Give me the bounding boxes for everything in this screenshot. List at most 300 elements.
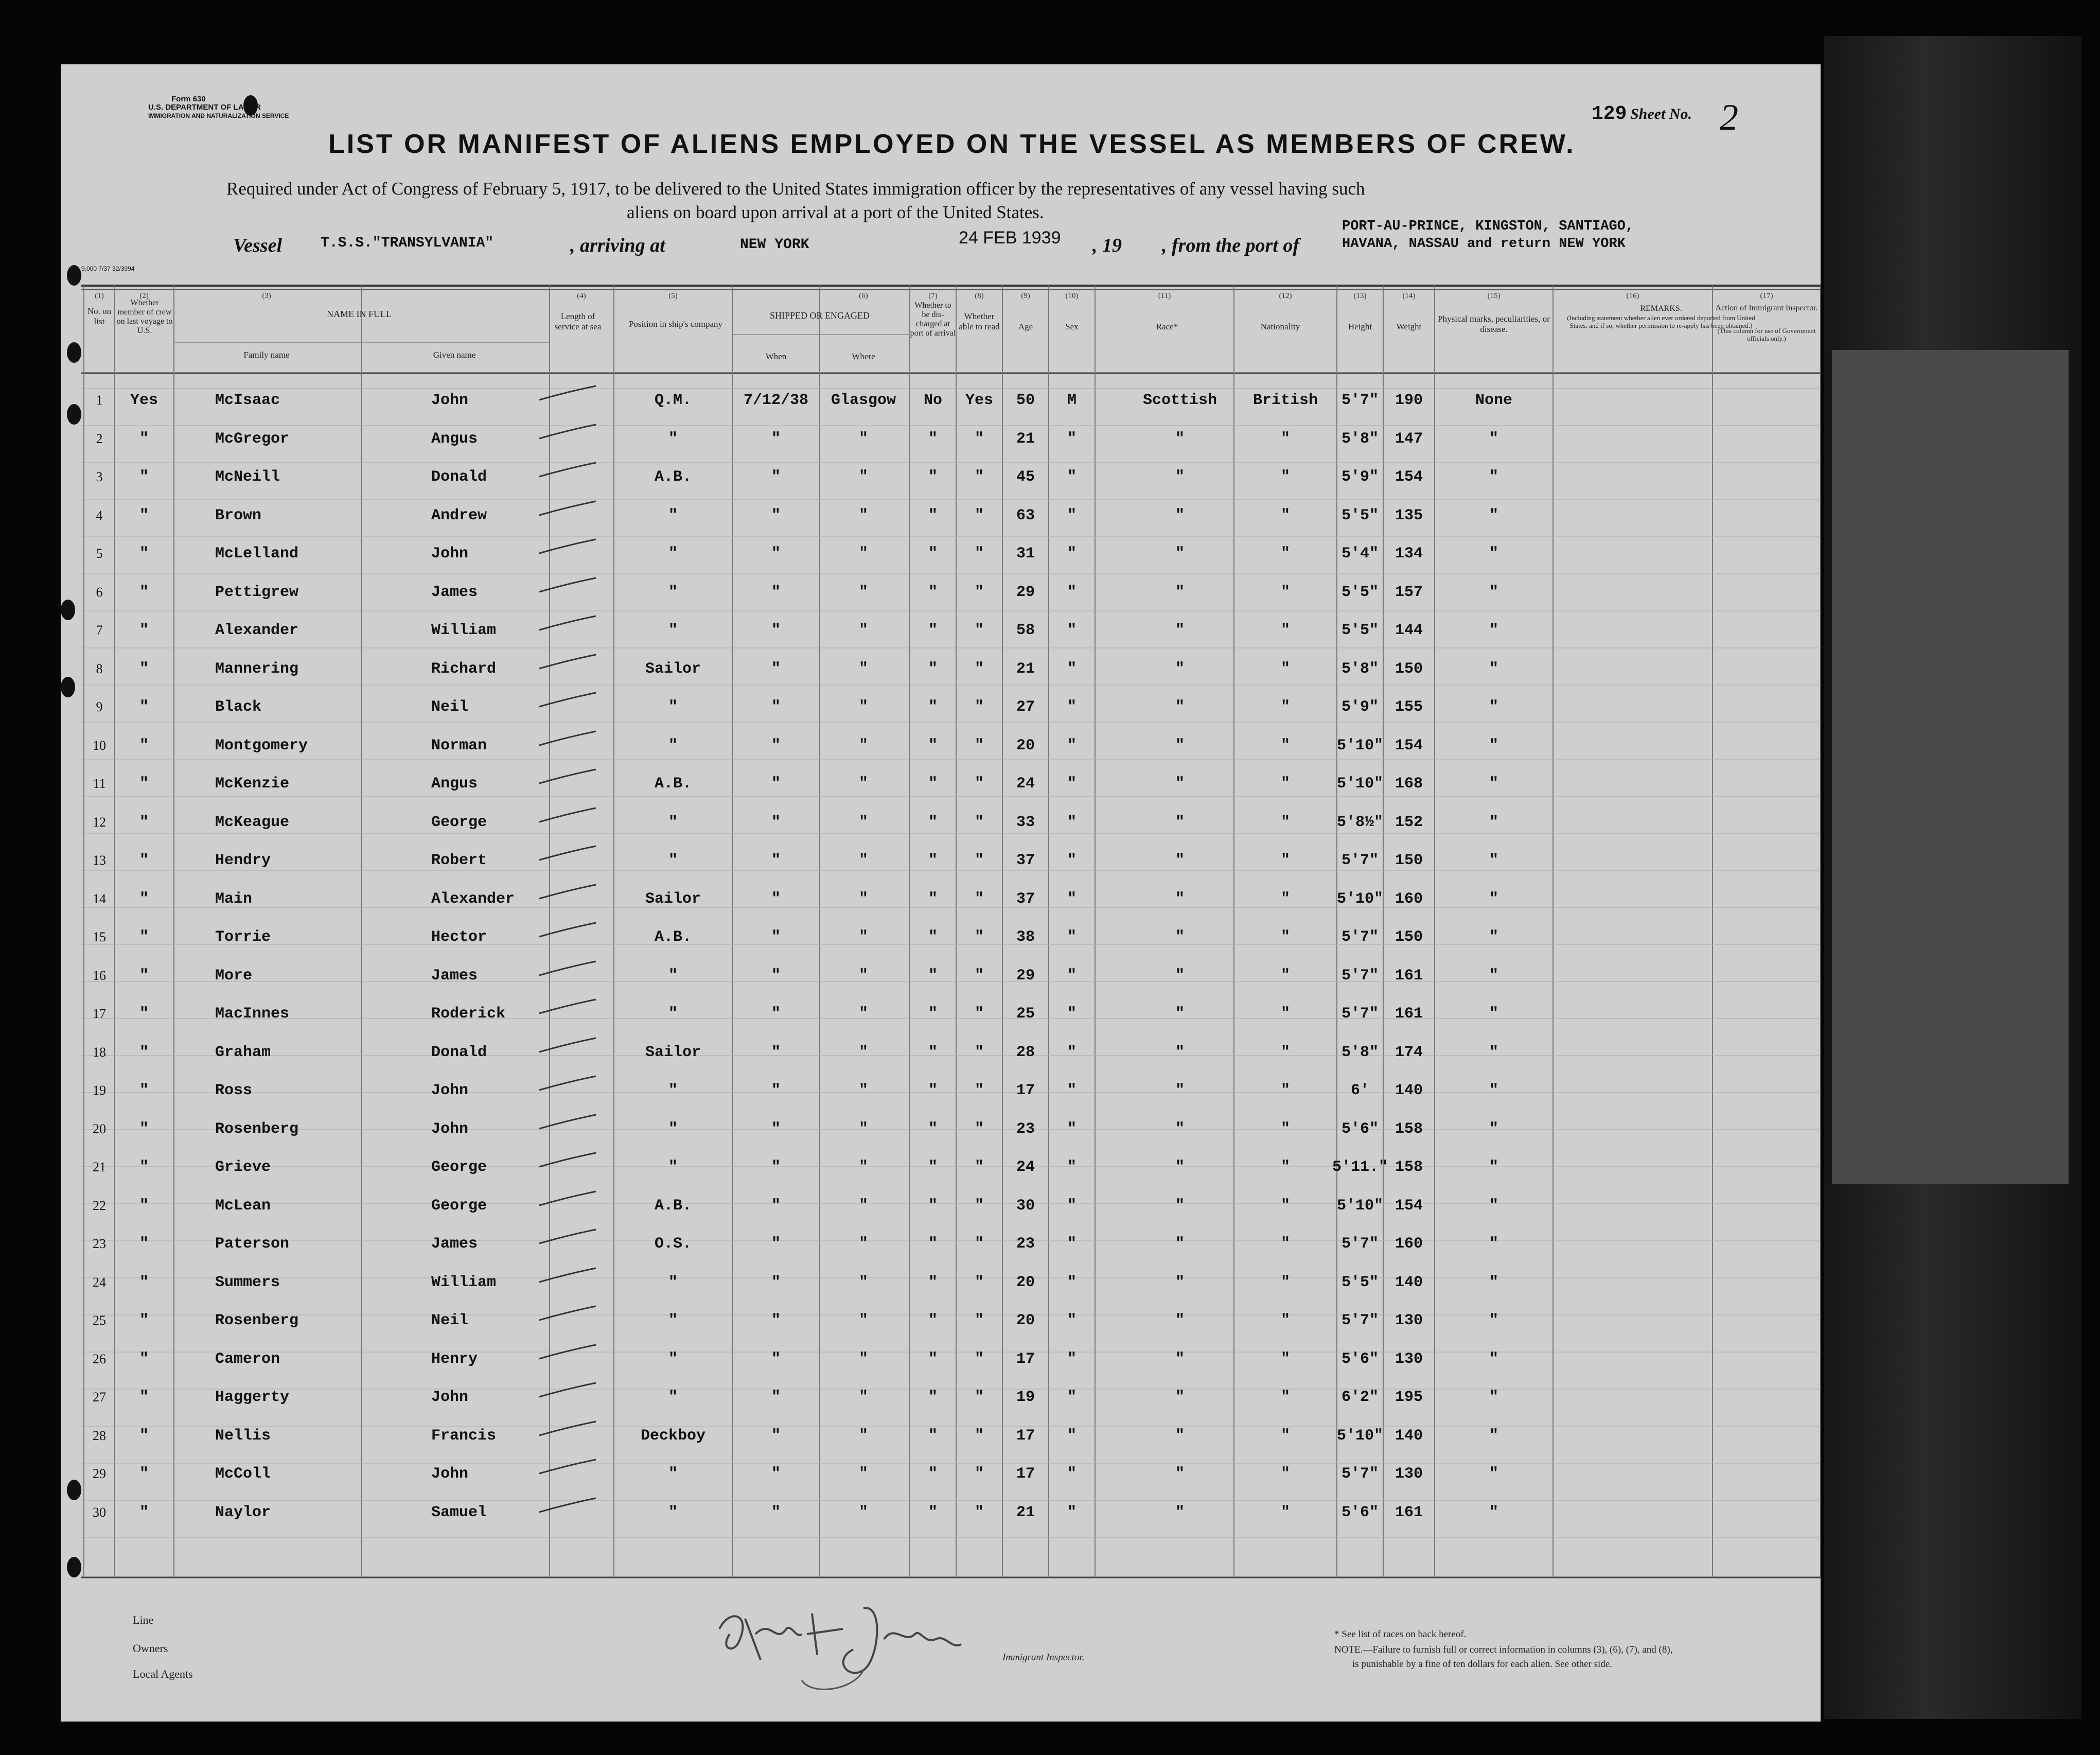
header-able-read: Whether able to read xyxy=(959,311,1000,331)
sex-cell: " xyxy=(1067,1350,1077,1368)
able-to-read-cell: " xyxy=(974,1005,984,1023)
header-shipped-engaged: SHIPPED OR ENGAGED xyxy=(769,310,870,321)
physical-marks-cell: " xyxy=(1489,890,1498,908)
shipped-when-cell: " xyxy=(771,1197,781,1215)
header-remarks: REMARKS. xyxy=(1640,304,1682,313)
given-name-cell: William xyxy=(431,622,497,639)
row-number: 13 xyxy=(93,853,106,868)
punch-hole xyxy=(67,342,81,363)
family-name-cell: Paterson xyxy=(215,1235,290,1253)
able-to-read-cell: " xyxy=(974,775,984,793)
row-number: 2 xyxy=(96,431,103,446)
able-to-read-cell: Yes xyxy=(965,392,993,409)
shipped-when-cell: " xyxy=(771,928,781,946)
row-number: 9 xyxy=(96,699,103,714)
member-last-voyage-cell: " xyxy=(139,1235,149,1253)
given-name-cell: James xyxy=(431,583,478,601)
family-name-cell: Montgomery xyxy=(215,736,308,754)
row-number: 17 xyxy=(93,1006,106,1021)
row-number: 4 xyxy=(96,507,103,523)
sex-cell: " xyxy=(1067,852,1077,869)
column-number: (16) xyxy=(1626,292,1639,300)
table-row xyxy=(61,1044,1821,1081)
age-cell: 21 xyxy=(1016,660,1035,678)
header-sex: Sex xyxy=(1065,322,1079,331)
physical-marks-cell: " xyxy=(1489,1350,1498,1368)
position-cell: " xyxy=(668,1120,678,1138)
given-name-cell: James xyxy=(431,967,478,985)
header-position: Position in ship's company xyxy=(628,319,723,329)
position-cell: A.B. xyxy=(654,1197,692,1215)
member-last-voyage-cell: " xyxy=(139,468,149,486)
nationality-cell: " xyxy=(1280,1465,1290,1483)
physical-marks-cell: " xyxy=(1489,1389,1498,1406)
check-mark xyxy=(537,1497,598,1514)
discharged-cell: " xyxy=(928,890,938,908)
nationality-cell: " xyxy=(1280,852,1290,869)
header-name-in-full: NAME IN FULL xyxy=(327,309,392,319)
row-number: 27 xyxy=(93,1390,106,1405)
sheet-number: 2 xyxy=(1720,97,1738,138)
shipped-where-cell: " xyxy=(858,1427,868,1445)
physical-marks-cell: " xyxy=(1489,583,1498,601)
able-to-read-cell: " xyxy=(974,1120,984,1138)
family-name-cell: Grieve xyxy=(215,1159,271,1176)
from-port-line2: HAVANA, NASSAU and return NEW YORK xyxy=(1342,236,1626,252)
shipped-when-cell: " xyxy=(771,852,781,869)
nationality-cell: " xyxy=(1280,660,1290,678)
height-cell: 5'5" xyxy=(1341,506,1379,524)
height-cell: 5'10" xyxy=(1336,736,1383,754)
age-cell: 20 xyxy=(1016,1312,1035,1329)
shipped-where-cell: " xyxy=(858,1159,868,1176)
weight-cell: 140 xyxy=(1395,1082,1423,1099)
height-cell: 5'7" xyxy=(1341,1235,1379,1253)
shipped-when-cell: 7/12/38 xyxy=(743,392,809,409)
check-mark xyxy=(537,1458,598,1476)
form-number: Form 630 U.S. DEPARTMENT OF LABOR IMMIGRATION AND NATURALIZATION SERVICE xyxy=(148,95,289,119)
given-name-cell: John xyxy=(431,392,469,409)
shipped-when-cell: " xyxy=(771,1159,781,1176)
family-name-cell: McLelland xyxy=(215,545,299,563)
member-last-voyage-cell: " xyxy=(139,928,149,946)
table-row xyxy=(61,468,1821,505)
member-last-voyage-cell: " xyxy=(139,813,149,831)
discharged-cell: " xyxy=(928,1120,938,1138)
able-to-read-cell: " xyxy=(974,1312,984,1329)
row-number: 22 xyxy=(93,1198,106,1213)
check-mark xyxy=(537,538,598,555)
family-name-cell: Brown xyxy=(215,506,262,524)
table-row xyxy=(61,737,1821,774)
physical-marks-cell: " xyxy=(1489,852,1498,869)
discharged-cell: " xyxy=(928,1043,938,1061)
age-cell: 58 xyxy=(1016,622,1035,639)
position-cell: " xyxy=(668,1273,678,1291)
shipped-where-cell: " xyxy=(858,1235,868,1253)
table-row xyxy=(61,967,1821,1004)
check-mark xyxy=(537,576,598,594)
arriving-label: , arriving at xyxy=(570,235,665,256)
race-cell: " xyxy=(1175,1465,1185,1483)
age-cell: 50 xyxy=(1016,392,1035,409)
nationality-cell: " xyxy=(1280,1312,1290,1329)
column-number: (3) xyxy=(262,292,271,300)
weight-cell: 150 xyxy=(1395,660,1423,678)
check-mark xyxy=(537,998,598,1015)
able-to-read-cell: " xyxy=(974,928,984,946)
nationality-cell: " xyxy=(1280,1235,1290,1253)
weight-cell: 190 xyxy=(1395,392,1423,409)
race-cell: " xyxy=(1175,1159,1185,1176)
row-number: 28 xyxy=(93,1428,106,1443)
table-row xyxy=(61,1235,1821,1272)
punch-hole xyxy=(67,1557,81,1577)
height-cell: 5'10" xyxy=(1336,1427,1383,1445)
physical-marks-cell: " xyxy=(1489,1465,1498,1483)
member-last-voyage-cell: Yes xyxy=(130,392,158,409)
physical-marks-cell: " xyxy=(1489,545,1498,563)
member-last-voyage-cell: " xyxy=(139,1389,149,1406)
discharged-cell: " xyxy=(928,1350,938,1368)
able-to-read-cell: " xyxy=(974,1235,984,1253)
member-last-voyage-cell: " xyxy=(139,1427,149,1445)
position-cell: " xyxy=(668,1350,678,1368)
weight-cell: 161 xyxy=(1395,1005,1423,1023)
punch-hole xyxy=(67,265,81,286)
discharged-cell: " xyxy=(928,1427,938,1445)
table-row xyxy=(61,852,1821,889)
weight-cell: 135 xyxy=(1395,506,1423,524)
able-to-read-cell: " xyxy=(974,736,984,754)
given-name-cell: Roderick xyxy=(431,1005,506,1023)
family-name-cell: Mannering xyxy=(215,660,299,678)
race-cell: " xyxy=(1175,1235,1185,1253)
table-row xyxy=(61,1427,1821,1464)
given-name-cell: Donald xyxy=(431,468,487,486)
given-name-cell: Angus xyxy=(431,430,478,448)
age-cell: 17 xyxy=(1016,1427,1035,1445)
discharged-cell: No xyxy=(923,392,942,409)
member-last-voyage-cell: " xyxy=(139,1465,149,1483)
given-name-cell: Neil xyxy=(431,1312,469,1329)
scan-background-block xyxy=(1832,350,2069,1184)
column-number: (7) xyxy=(928,292,938,300)
column-number: (6) xyxy=(859,292,868,300)
vessel-name: T.S.S."TRANSYLVANIA" xyxy=(321,235,494,251)
table-row xyxy=(61,698,1821,735)
given-name-cell: Andrew xyxy=(431,506,487,524)
column-number: (10) xyxy=(1065,292,1079,300)
family-name-cell: Rosenberg xyxy=(215,1120,299,1138)
member-last-voyage-cell: " xyxy=(139,890,149,908)
column-number: (15) xyxy=(1487,292,1501,300)
row-number: 12 xyxy=(93,814,106,830)
sex-cell: " xyxy=(1067,1082,1077,1099)
sex-cell: " xyxy=(1067,430,1077,448)
sex-cell: " xyxy=(1067,1197,1077,1215)
header-where: Where xyxy=(852,352,875,361)
row-number: 8 xyxy=(96,661,103,676)
member-last-voyage-cell: " xyxy=(139,1273,149,1291)
age-cell: 21 xyxy=(1016,430,1035,448)
row-number: 25 xyxy=(93,1313,106,1328)
check-mark xyxy=(537,423,598,441)
weight-cell: 150 xyxy=(1395,928,1423,946)
column-number: (2) xyxy=(139,292,149,300)
weight-cell: 160 xyxy=(1395,890,1423,908)
row-number: 29 xyxy=(93,1466,106,1481)
able-to-read-cell: " xyxy=(974,1273,984,1291)
age-cell: 24 xyxy=(1016,1159,1035,1176)
discharged-cell: " xyxy=(928,852,938,869)
given-name-cell: John xyxy=(431,1465,469,1483)
shipped-where-cell: " xyxy=(858,1312,868,1329)
given-name-cell: Richard xyxy=(431,660,497,678)
member-last-voyage-cell: " xyxy=(139,1043,149,1061)
physical-marks-cell: " xyxy=(1489,1082,1498,1099)
age-cell: 63 xyxy=(1016,506,1035,524)
weight-cell: 161 xyxy=(1395,1503,1423,1521)
row-number: 21 xyxy=(93,1160,106,1174)
position-cell: " xyxy=(668,1503,678,1521)
family-name-cell: MacInnes xyxy=(215,1005,290,1023)
given-name-cell: George xyxy=(431,1159,487,1176)
shipped-where-cell: " xyxy=(858,583,868,601)
able-to-read-cell: " xyxy=(974,1043,984,1061)
check-mark xyxy=(537,730,598,747)
shipped-where-cell: " xyxy=(858,506,868,524)
sex-cell: " xyxy=(1067,1235,1077,1253)
sex-cell: " xyxy=(1067,928,1077,946)
sex-cell: " xyxy=(1067,468,1077,486)
sex-cell: " xyxy=(1067,967,1077,985)
arrival-date-stamp: 24 FEB 1939 xyxy=(959,228,1061,248)
race-cell: " xyxy=(1175,1350,1185,1368)
able-to-read-cell: " xyxy=(974,698,984,716)
race-cell: " xyxy=(1175,506,1185,524)
table-row xyxy=(61,1312,1821,1349)
sex-cell: " xyxy=(1067,1389,1077,1406)
physical-marks-cell: " xyxy=(1489,775,1498,793)
physical-marks-cell: " xyxy=(1489,736,1498,754)
position-cell: " xyxy=(668,1389,678,1406)
nationality-cell: " xyxy=(1280,1273,1290,1291)
table-row xyxy=(61,1159,1821,1196)
row-number: 15 xyxy=(93,929,106,944)
physical-marks-cell: " xyxy=(1489,1503,1498,1521)
discharged-cell: " xyxy=(928,1159,938,1176)
header-weight: Weight xyxy=(1396,322,1422,331)
height-cell: 5'9" xyxy=(1341,468,1379,486)
row-number: 24 xyxy=(93,1274,106,1290)
family-name-cell: More xyxy=(215,967,253,985)
table-row xyxy=(61,1082,1821,1119)
given-name-cell: John xyxy=(431,1082,469,1099)
sheet-label: Sheet No. xyxy=(1630,106,1692,122)
family-name-cell: Cameron xyxy=(215,1350,280,1368)
discharged-cell: " xyxy=(928,813,938,831)
weight-cell: 157 xyxy=(1395,583,1423,601)
member-last-voyage-cell: " xyxy=(139,622,149,639)
position-cell: A.B. xyxy=(654,468,692,486)
position-cell: " xyxy=(668,622,678,639)
height-cell: 5'8" xyxy=(1341,660,1379,678)
discharged-cell: " xyxy=(928,1503,938,1521)
physical-marks-cell: " xyxy=(1489,813,1498,831)
position-cell: A.B. xyxy=(654,928,692,946)
discharged-cell: " xyxy=(928,967,938,985)
height-cell: 5'9" xyxy=(1341,698,1379,716)
check-mark xyxy=(537,1420,598,1437)
age-cell: 29 xyxy=(1016,583,1035,601)
race-cell: " xyxy=(1175,698,1185,716)
table-row xyxy=(61,1005,1821,1042)
table-row xyxy=(61,814,1821,851)
nationality-cell: " xyxy=(1280,1082,1290,1099)
nationality-cell: " xyxy=(1280,1350,1290,1368)
height-cell: 5'7" xyxy=(1341,1005,1379,1023)
sex-cell: " xyxy=(1067,1159,1077,1176)
check-mark xyxy=(537,1305,598,1322)
shipped-where-cell: " xyxy=(858,1465,868,1483)
row-number: 16 xyxy=(93,968,106,983)
column-number: (4) xyxy=(577,292,586,300)
physical-marks-cell: " xyxy=(1489,1043,1498,1061)
given-name-cell: George xyxy=(431,1197,487,1215)
physical-marks-cell: " xyxy=(1489,506,1498,524)
shipped-where-cell: " xyxy=(858,468,868,486)
shipped-where-cell: " xyxy=(858,545,868,563)
weight-cell: 154 xyxy=(1395,1197,1423,1215)
able-to-read-cell: " xyxy=(974,1503,984,1521)
discharged-cell: " xyxy=(928,928,938,946)
table-row xyxy=(61,775,1821,812)
given-name-cell: James xyxy=(431,1235,478,1253)
able-to-read-cell: " xyxy=(974,430,984,448)
nationality-cell: British xyxy=(1252,392,1318,409)
given-name-cell: George xyxy=(431,813,487,831)
sheet-prefix: 129 xyxy=(1592,103,1627,125)
check-mark xyxy=(537,921,598,939)
member-last-voyage-cell: " xyxy=(139,506,149,524)
header-when: When xyxy=(765,352,787,361)
height-cell: 5'10" xyxy=(1336,1197,1383,1215)
shipped-when-cell: " xyxy=(771,430,781,448)
shipped-when-cell: " xyxy=(771,1389,781,1406)
given-name-cell: John xyxy=(431,1389,469,1406)
nationality-cell: " xyxy=(1280,1503,1290,1521)
discharged-cell: " xyxy=(928,468,938,486)
check-mark xyxy=(537,883,598,901)
discharged-cell: " xyxy=(928,736,938,754)
member-last-voyage-cell: " xyxy=(139,1350,149,1368)
member-last-voyage-cell: " xyxy=(139,1082,149,1099)
shipped-where-cell: " xyxy=(858,1197,868,1215)
height-cell: 5'5" xyxy=(1341,583,1379,601)
row-number: 11 xyxy=(93,776,106,791)
shipped-when-cell: " xyxy=(771,1350,781,1368)
shipped-where-cell: " xyxy=(858,698,868,716)
discharged-cell: " xyxy=(928,1235,938,1253)
member-last-voyage-cell: " xyxy=(139,1159,149,1176)
column-number: (14) xyxy=(1402,292,1416,300)
row-number: 14 xyxy=(93,891,106,906)
physical-marks-cell: " xyxy=(1489,430,1498,448)
shipped-where-cell: " xyxy=(858,736,868,754)
position-cell: Sailor xyxy=(645,660,701,678)
sex-cell: " xyxy=(1067,890,1077,908)
footer-line-label: Line xyxy=(133,1613,154,1626)
member-last-voyage-cell: " xyxy=(139,1120,149,1138)
race-cell: " xyxy=(1175,468,1185,486)
header-nationality: Nationality xyxy=(1260,322,1300,331)
race-cell: " xyxy=(1175,430,1185,448)
nationality-cell: " xyxy=(1280,1043,1290,1061)
row-number: 19 xyxy=(93,1083,106,1098)
check-mark xyxy=(537,615,598,632)
column-number: (1) xyxy=(95,292,104,300)
header-action-note: (This column for use of Government officials only.) xyxy=(1717,327,1816,342)
member-last-voyage-cell: " xyxy=(139,430,149,448)
sex-cell: " xyxy=(1067,1427,1077,1445)
position-cell: " xyxy=(668,1312,678,1329)
family-name-cell: McLean xyxy=(215,1197,271,1215)
check-mark xyxy=(537,1190,598,1207)
given-name-cell: Angus xyxy=(431,775,478,793)
weight-cell: 158 xyxy=(1395,1120,1423,1138)
physical-marks-cell: " xyxy=(1489,1312,1498,1329)
discharged-cell: " xyxy=(928,1082,938,1099)
race-cell: " xyxy=(1175,775,1185,793)
able-to-read-cell: " xyxy=(974,622,984,639)
given-name-cell: John xyxy=(431,545,469,563)
manifest-subtitle-line2: aliens on board upon arrival at a port of the United States. xyxy=(627,202,1044,222)
race-cell: " xyxy=(1175,583,1185,601)
nationality-cell: " xyxy=(1280,545,1290,563)
shipped-where-cell: " xyxy=(858,928,868,946)
check-mark xyxy=(537,960,598,977)
nationality-cell: " xyxy=(1280,430,1290,448)
nationality-cell: " xyxy=(1280,1120,1290,1138)
nationality-cell: " xyxy=(1280,736,1290,754)
physical-marks-cell: " xyxy=(1489,1005,1498,1023)
check-mark xyxy=(537,1151,598,1169)
member-last-voyage-cell: " xyxy=(139,1312,149,1329)
height-cell: 5'10" xyxy=(1336,890,1383,908)
table-row xyxy=(61,622,1821,659)
shipped-when-cell: " xyxy=(771,890,781,908)
check-mark xyxy=(537,1075,598,1092)
able-to-read-cell: " xyxy=(974,468,984,486)
shipped-when-cell: " xyxy=(771,468,781,486)
able-to-read-cell: " xyxy=(974,1350,984,1368)
family-name-cell: Rosenberg xyxy=(215,1312,299,1329)
able-to-read-cell: " xyxy=(974,1197,984,1215)
shipped-when-cell: " xyxy=(771,1427,781,1445)
family-name-cell: Nellis xyxy=(215,1427,271,1445)
family-name-cell: Ross xyxy=(215,1082,253,1099)
able-to-read-cell: " xyxy=(974,1389,984,1406)
given-name-cell: Norman xyxy=(431,736,487,754)
row-number: 6 xyxy=(96,584,103,600)
shipped-when-cell: " xyxy=(771,1043,781,1061)
nationality-cell: " xyxy=(1280,1197,1290,1215)
able-to-read-cell: " xyxy=(974,545,984,563)
family-name-cell: McGregor xyxy=(215,430,290,448)
physical-marks-cell: " xyxy=(1489,468,1498,486)
row-number: 18 xyxy=(93,1044,106,1060)
